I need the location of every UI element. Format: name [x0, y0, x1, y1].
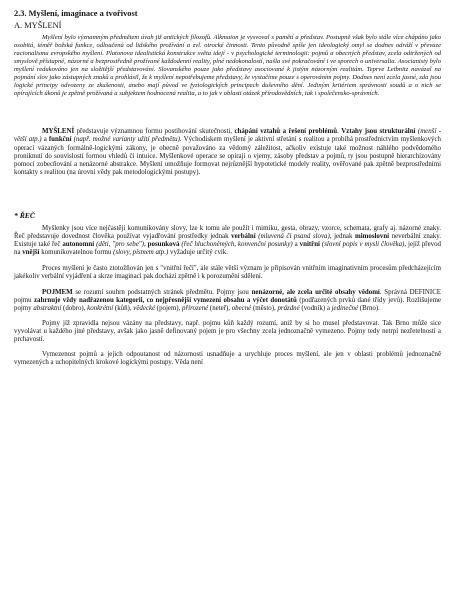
bold-run: funkční [48, 136, 72, 144]
text-run: a [41, 136, 49, 144]
italic-run: jedinečné [331, 304, 359, 312]
bold-run: Vztahy jsou strukturální [341, 128, 416, 136]
bold-run: nenázorné, ale zcela určité obsahy vědomí [251, 288, 380, 296]
bold-run: verbální [231, 233, 256, 241]
paragraph-vymezeni [14, 351, 441, 367]
bold-run: autonomní [62, 241, 95, 249]
term-pojmem: POJMEM [42, 288, 73, 296]
italic-run: (slovní popis v mysli člověka) [319, 241, 405, 249]
text-run: Vymezenost pojmů a jejich odpoutanost od názornosti usnadňuje a urychluje proces myšlení, ale jen v oblasti problémů jednoznačně vymezených a uchopitelných krokové logickými postupy. Věda není [14, 351, 441, 367]
italic-run: abstraktní [33, 304, 62, 312]
text-run: . Správná DEFINICE pojmu [14, 288, 441, 304]
text-run: a [292, 241, 300, 249]
paragraph-pojmy-2 [14, 320, 441, 344]
bold-run: mimoslovní [355, 233, 390, 241]
chapter-heading: 2.3. Myšlení, imaginace a tvořivost [14, 9, 138, 18]
paragraph-rec-1 [14, 225, 441, 257]
italic-run: přirozené [182, 304, 209, 312]
text-run: Východiskem myšlení je aktivní střetání s realitou a probíhá prostřednictvím myšlenkových operací vázaných formálně-logickými zákony, je obecně považováno za vědomý záležitost, ačkoliv existuje také možnost náhlého podvědomého proniknutí do souvislostí formou vhledů či intuice. Myšlenkové operace se opírají o vjemy, zásoby představ a pojmů, ty jsou postupně hierarchizovány pomocí zobecňování a nenázorné abstrakce. Myšlení umožňuje formovat nejrůznější hypotetické modely reality, ověřované pak zpětně bezprostředními kontakty s realitou (na úrovni vědy pak metodologickými postupy). [14, 136, 441, 176]
text-run: (neteř), [208, 304, 232, 312]
italic-run: (menší - větší atp.) [14, 128, 442, 144]
text-run: Pojmy jíž zpravidla nejsou vázány na představy, např. pojmu kůň každý rozumí, aniž by si ho musel představovat. Tak Brno může sice vyvolávat u každého jiné představy, avšak jako jasně definovaný pojem je pro všechny zcela jednoznačně vymezeno. Pojmy tedy netrpí nezřetelností a prchavostí. [14, 319, 441, 343]
text-run: neverbální znaky. Existuje také řeč [14, 233, 441, 249]
text-run: komunikovatelnou formu [39, 249, 114, 257]
italic-run: (např. možné varianty užití předmětu). [71, 136, 182, 144]
italic-run: obecné [231, 304, 252, 312]
text-run: (dobro), [61, 304, 88, 312]
rec-heading: * ŘEČ [14, 210, 35, 220]
text-run: , jejíž převod na [14, 241, 441, 257]
text-run: (podřazených prvků dané třídy jevů). Rozlišujeme pojmy [14, 296, 441, 312]
text-run: se rozumí souhrn podstatných stránek předmětu. Pojmy jsou [72, 288, 252, 296]
text-run: vyžaduje určitý cvik. [168, 249, 228, 257]
text-run: (kůň), [113, 304, 134, 312]
italic-run: konkrétní [87, 304, 114, 312]
text-run: Proces myšlení je často ztotožňován jen s "vnitřní řečí", ale stále větší význam je připisován vnitřním imaginativním procesům předcházejícím jakékoliv verbální vyjádření a skrze imaginaci pak dochází zpětně i k porozumění sdělení. [14, 265, 441, 281]
text-run: (pojem), [155, 304, 183, 312]
italic-run: vědecké [133, 304, 156, 312]
text-run: (město), [251, 304, 278, 312]
bold-run: vnější [22, 249, 40, 257]
italic-run: prázdné [277, 304, 300, 312]
bold-run: vnitřní [299, 241, 320, 249]
text-run: (vodník) a [299, 304, 332, 312]
text-run: (Brno). [358, 304, 380, 312]
italic-intro-text: Myšlení bylo významným předmětem úvah již antických filozofů. Alkmaion je vysvoval s pamětí a představ. Postupně však bylo stále více chápáno jako osobitá, téměř božská funkce, odloučená od lidského prožívání a zvl. otrocké činnosti. Tento původně spíše jen ideologický omyl se dodnes odráží v převaze racionalismu evropského myšlení. Platonova idealistická konstrukce světa idejí - v psychologické terminologii: pojmů a obecných představ, zcela odtržených od smyslově přístupné, názorné a bezprostředně prožívané každodenní reality, plné nedokonalostí, našla své pokračování i ve sporech o universalia. Asocianisty bylo myšlení redukováno jen na složitější představování. Slovanského pouze jako představy asociované k jistým názorným realitám. Teprve Leibnitz navázal na pojmání slov jako zástupných znaků a prohlásil, že k myšlení nepotřebujeme představy, že vystačíme pouze s operováním pojmy. Dodnes není zcela jasné, zda jsou logické principy odvozeny ze zkušenosti, anebo mají původ ve fyziologických principech duševního dění. Jediným kritériem správnosti soudů a o nich se opírajících úkonů je zpětně prožívaná a subjektem hodnocená realita, a to jak v oblasti otázek přírodovědních, tak i společensko-správních. [14, 34, 441, 98]
italic-run: (děti, "pro sebe") [94, 241, 144, 249]
paragraph-pojmem [14, 289, 441, 313]
text-run: představuje významnou formu postihování skutečnosti, [74, 128, 235, 136]
italic-intro-paragraph [14, 34, 441, 98]
text-run: Myšlenky jsou více nejčastěji komunikovány slovy, lze k tomu ale použít i mimiku, gesta, obrazy, vzorce, schemata, grafy aj. názorné znaky. Řeč představuje dovednost člověka používat vyjadřování prostředky jednak [14, 224, 441, 241]
bold-run: posunková [147, 241, 180, 249]
bold-run: zahrnuje vždy nadřazenou kategorii, co nejpřesnější vymezení obsahu a výčet donotátů [34, 296, 297, 304]
paragraph-rec-2 [14, 265, 441, 281]
bold-run: chápání vztahů a řešení problémů [234, 128, 338, 136]
term-mysleni: MYŠLENÍ [42, 128, 75, 136]
text-run: . [337, 128, 342, 136]
section-heading: A. MYŠLENÍ [14, 21, 62, 30]
text-run: , [143, 241, 148, 249]
paragraph-mysleni [14, 128, 441, 177]
italic-run: (mluvená či psaná slova) [255, 233, 330, 241]
text-run: , jednak [329, 233, 355, 241]
italic-run: (slovy, písmem atp.) [113, 249, 169, 257]
italic-run: (řeč hluchoněmých, konvenční posunky) [179, 241, 293, 249]
